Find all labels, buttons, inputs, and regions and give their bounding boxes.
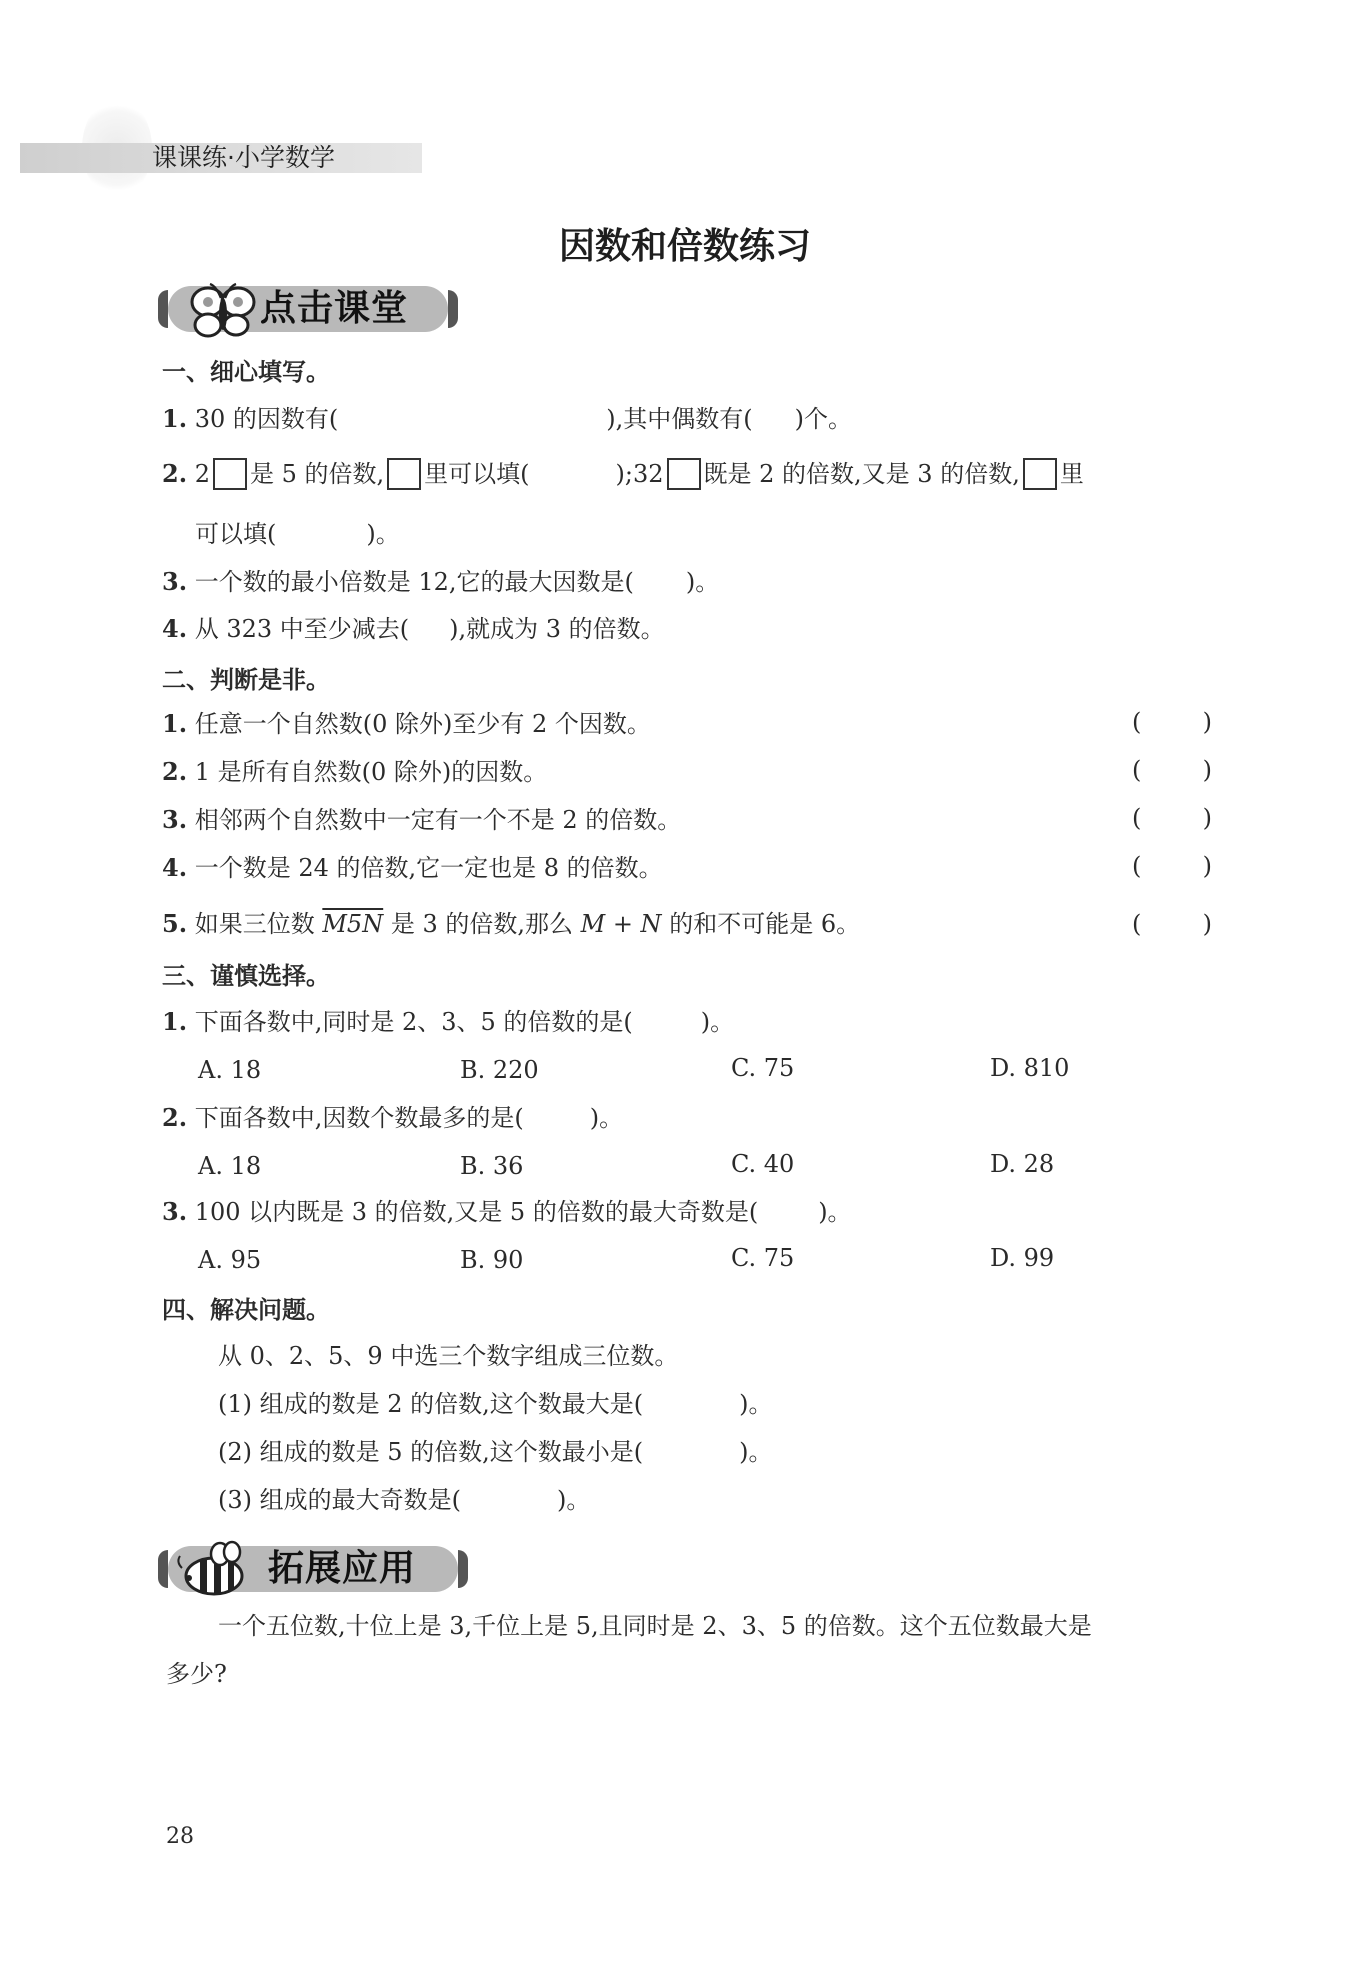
q2-text-a: 2 [194, 460, 210, 488]
choice-option-a[interactable]: A. 95 [198, 1246, 262, 1274]
choice-option-b[interactable]: B. 36 [460, 1152, 524, 1180]
sub-text: (2) 组成的数是 5 的倍数,这个数最小是( [218, 1438, 644, 1466]
q1-text-a: 30 的因数有( [194, 405, 339, 433]
q-number: 4. [162, 853, 188, 882]
choice-end: )。 [700, 1008, 735, 1036]
sub-end: )。 [557, 1486, 591, 1514]
q2-box-2[interactable] [387, 458, 421, 490]
choice-option-c[interactable]: C. 75 [731, 1054, 795, 1082]
q2-text-f: 里 [1059, 460, 1084, 488]
q4-text: 从 323 中至少减去( [194, 615, 410, 643]
q2-text-e: 既是 2 的倍数,又是 3 的倍数, [703, 460, 1020, 488]
part4-heading: 四、解决问题。 [162, 1296, 330, 1324]
q2-box-4[interactable] [1023, 458, 1057, 490]
judge-item [162, 852, 663, 884]
judge-text: 一个数是 24 的倍数,它一定也是 8 的倍数。 [194, 854, 663, 882]
butterfly-icon [186, 280, 258, 342]
part1-q2-cont [195, 518, 400, 550]
section-label-classroom: 点击课堂 [260, 288, 409, 329]
choice-text: 下面各数中,因数个数最多的是( [194, 1104, 524, 1132]
choice-question [162, 1006, 734, 1038]
extension-line-1: 一个五位数,十位上是 3,千位上是 5,且同时是 2、3、5 的倍数。这个五位数最大是 [218, 1612, 1092, 1640]
q2-text-b: 是 5 的倍数, [249, 460, 385, 488]
section-cap-right [458, 1550, 468, 1588]
judge5-text-a: 如果三位数 [194, 910, 323, 938]
q1-text-b: ),其中偶数有( [606, 405, 753, 433]
judge5-text-b: 是 3 的倍数,那么 [383, 910, 581, 938]
q-number: 2. [162, 757, 188, 786]
choice-option-a[interactable]: A. 18 [198, 1056, 262, 1084]
part4-sub [218, 1484, 590, 1516]
choice-option-a[interactable]: A. 18 [198, 1152, 262, 1180]
q2-box-3[interactable] [667, 458, 701, 490]
section-header-extension [158, 1540, 468, 1598]
q2-text-c: 里可以填( [424, 460, 530, 488]
section-cap-right [448, 290, 458, 328]
choice-option-d[interactable]: D. 99 [990, 1244, 1055, 1272]
part1-q3 [162, 566, 719, 598]
part4-intro: 从 0、2、5、9 中选三个数字组成三位数。 [218, 1342, 679, 1370]
sub-end: )。 [739, 1390, 773, 1418]
part1-q4 [162, 613, 665, 645]
sub-text: (1) 组成的数是 2 的倍数,这个数最大是( [218, 1390, 644, 1418]
page-title: 因数和倍数练习 [558, 226, 811, 267]
part3-heading: 三、谨慎选择。 [162, 962, 330, 990]
choice-option-d[interactable]: D. 28 [990, 1150, 1055, 1178]
q-number: 1. [162, 1007, 188, 1036]
choice-text: 下面各数中,同时是 2、3、5 的倍数的是( [194, 1008, 633, 1036]
section-label-extension: 拓展应用 [268, 1548, 417, 1589]
q1-text-c: )个。 [794, 405, 852, 433]
judge-item [162, 708, 651, 740]
section-header-classroom [158, 280, 458, 338]
extension-line-2: 多少? [166, 1660, 227, 1688]
judge-text: 1 是所有自然数(0 除外)的因数。 [194, 758, 548, 786]
q2-text-d: );32 [615, 460, 664, 488]
section-cap-left [158, 290, 168, 328]
q4-end: ),就成为 3 的倍数。 [449, 615, 665, 643]
choice-option-b[interactable]: B. 90 [460, 1246, 524, 1274]
q3-text: 一个数的最小倍数是 12,它的最大因数是( [194, 568, 634, 596]
bee-icon [174, 1540, 252, 1600]
part2-heading: 二、判断是非。 [162, 666, 330, 694]
judge-item-5 [162, 908, 860, 940]
part4-sub [218, 1388, 773, 1420]
choice-end: )。 [818, 1198, 852, 1226]
choice-option-b[interactable]: B. 220 [460, 1056, 539, 1084]
q-number: 3. [162, 805, 188, 834]
part1-q2 [162, 458, 1084, 490]
judge-item [162, 756, 547, 788]
q2-text-h: )。 [366, 520, 400, 548]
q-number: 1. [162, 709, 188, 738]
judge-text: 相邻两个自然数中一定有一个不是 2 的倍数。 [194, 806, 682, 834]
choice-question [162, 1102, 623, 1134]
section-cap-left [158, 1550, 168, 1588]
series-title: 课课练·小学数学 [152, 143, 335, 172]
choice-option-d[interactable]: D. 810 [990, 1054, 1070, 1082]
q-number: 2. [162, 459, 188, 488]
q-number: 5. [162, 909, 188, 938]
judge-text: 任意一个自然数(0 除外)至少有 2 个因数。 [194, 710, 651, 738]
q3-end: )。 [685, 568, 720, 596]
page-number: 28 [166, 1824, 194, 1849]
choice-text: 100 以内既是 3 的倍数,又是 5 的倍数的最大奇数是( [194, 1198, 759, 1226]
q-number: 3. [162, 1197, 188, 1226]
choice-end: )。 [589, 1104, 624, 1132]
q-number: 4. [162, 614, 188, 643]
part4-sub [218, 1436, 773, 1468]
q-number: 3. [162, 567, 188, 596]
q2-box-1[interactable] [213, 458, 247, 490]
judge-item [162, 804, 681, 836]
sub-end: )。 [739, 1438, 773, 1466]
sum-expression: M + N [580, 910, 662, 938]
choice-option-c[interactable]: C. 75 [731, 1244, 795, 1272]
choice-option-c[interactable]: C. 40 [731, 1150, 795, 1178]
sub-text: (3) 组成的最大奇数是( [218, 1486, 461, 1514]
choice-question [162, 1196, 852, 1228]
q-number: 1. [162, 404, 188, 433]
q2-text-g: 可以填( [195, 520, 277, 548]
three-digit-number-var: M5N [322, 910, 384, 938]
part1-heading: 一、细心填写。 [162, 358, 330, 386]
part1-q1 [162, 403, 852, 435]
judge5-text-c: 的和不可能是 6。 [661, 910, 861, 938]
q-number: 2. [162, 1103, 188, 1132]
